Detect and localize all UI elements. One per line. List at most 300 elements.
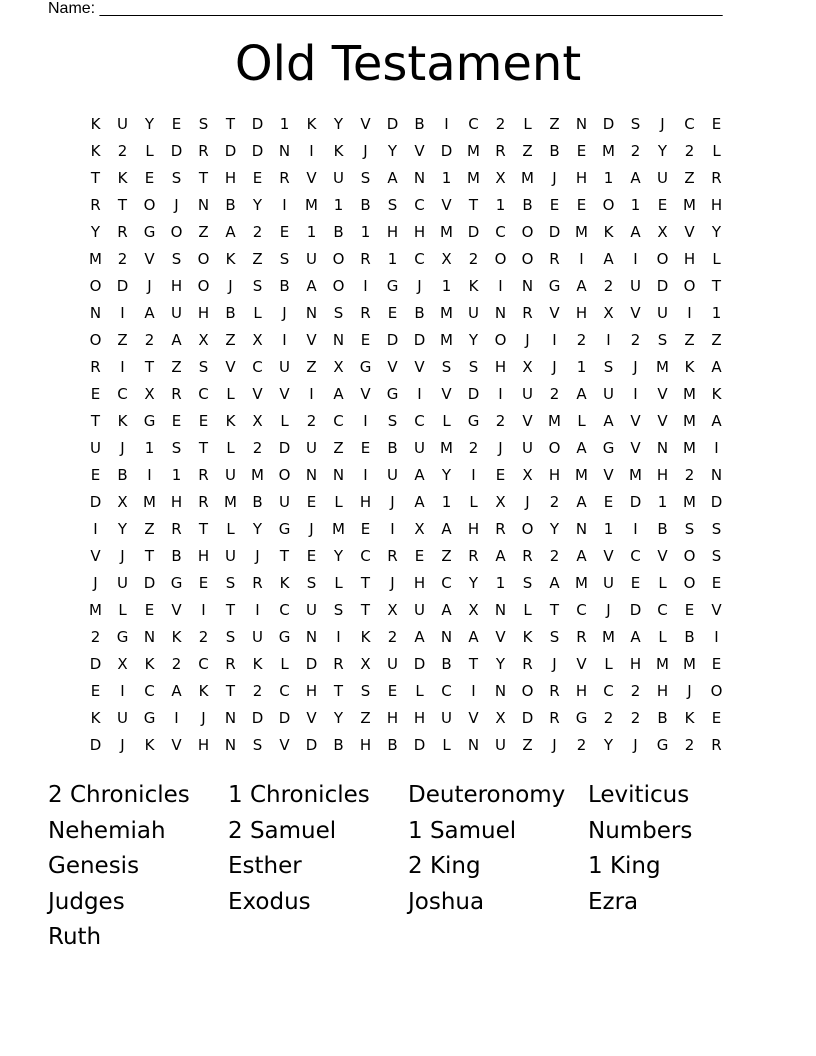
grid-letter: J: [120, 736, 125, 754]
word-list-item: Deuteronomy: [408, 782, 566, 808]
grid-letter: I: [120, 358, 125, 376]
word-list-item: Genesis: [48, 853, 140, 879]
grid-letter: X: [495, 709, 506, 727]
grid-letter: L: [334, 574, 343, 592]
grid-letter: U: [603, 574, 614, 592]
grid-letter: X: [414, 520, 425, 538]
grid-letter: Y: [333, 709, 344, 727]
grid-letter: B: [225, 304, 236, 322]
grid-letter: O: [197, 250, 210, 268]
grid-letter: A: [576, 439, 587, 457]
grid-letter: V: [441, 196, 452, 214]
grid-letter: O: [332, 277, 345, 295]
grid-letter: Y: [657, 142, 668, 160]
grid-letter: U: [495, 736, 506, 754]
grid-letter: U: [306, 601, 317, 619]
grid-letter: A: [468, 628, 479, 646]
grid-letter: Z: [684, 331, 695, 349]
grid-letter: D: [116, 277, 129, 295]
grid-letter: M: [440, 439, 453, 457]
word-list-item: 1 Samuel: [408, 817, 517, 844]
grid-letter: V: [495, 628, 506, 646]
grid-letter: Z: [333, 439, 344, 457]
grid-letter: M: [683, 196, 696, 214]
grid-letter: 2: [468, 250, 479, 268]
grid-letter: E: [603, 493, 614, 511]
grid-letter: Z: [684, 169, 695, 187]
grid-letter: D: [440, 142, 453, 160]
grid-letter: R: [171, 385, 182, 403]
grid-letter: Z: [522, 736, 533, 754]
grid-letter: E: [90, 682, 101, 700]
grid-letter: E: [306, 547, 317, 565]
grid-letter: B: [522, 196, 533, 214]
grid-letter: 2: [252, 223, 263, 241]
word-list-item: Ruth: [48, 924, 102, 950]
grid-letter: Z: [306, 358, 317, 376]
grid-letter: 2: [630, 682, 641, 700]
grid-letter: C: [441, 574, 452, 592]
grid-letter: V: [630, 439, 641, 457]
grid-letter: X: [333, 358, 344, 376]
grid-letter: H: [575, 169, 588, 187]
word-list-item: Numbers: [588, 817, 693, 844]
word-list-item: Exodus: [228, 888, 311, 915]
grid-letter: J: [525, 493, 530, 511]
grid-letter: M: [521, 169, 534, 187]
grid-letter: G: [170, 574, 183, 592]
grid-letter: 1: [306, 223, 317, 241]
grid-letter: K: [468, 277, 479, 295]
grid-letter: D: [413, 331, 426, 349]
grid-letter: I: [336, 628, 341, 646]
grid-letter: J: [552, 655, 557, 673]
grid-letter: 1: [441, 277, 452, 295]
grid-letter: A: [306, 277, 317, 295]
grid-letter: A: [144, 304, 155, 322]
grid-letter: S: [522, 574, 533, 592]
grid-letter: K: [144, 736, 155, 754]
grid-letter: 2: [198, 628, 209, 646]
grid-letter: V: [225, 358, 236, 376]
grid-letter: J: [201, 709, 206, 727]
grid-letter: G: [359, 358, 372, 376]
grid-letter: R: [576, 628, 587, 646]
grid-letter: I: [633, 385, 638, 403]
grid-letter: O: [197, 277, 210, 295]
grid-letter: X: [468, 601, 479, 619]
grid-letter: 2: [549, 493, 560, 511]
grid-letter: U: [225, 466, 236, 484]
grid-letter: E: [387, 682, 398, 700]
grid-letter: Y: [603, 736, 614, 754]
grid-letter: E: [306, 493, 317, 511]
grid-letter: D: [386, 331, 399, 349]
grid-letter: A: [576, 277, 587, 295]
grid-letter: N: [494, 601, 507, 619]
grid-letter: M: [575, 574, 588, 592]
grid-letter: Y: [144, 115, 155, 133]
grid-letter: C: [684, 115, 695, 133]
grid-letter: M: [602, 628, 615, 646]
grid-letter: E: [657, 196, 668, 214]
grid-letter: M: [656, 655, 669, 673]
grid-letter: 1: [144, 439, 155, 457]
grid-letter: J: [525, 331, 530, 349]
grid-letter: B: [252, 493, 263, 511]
grid-letter: E: [360, 439, 371, 457]
grid-letter: Y: [333, 115, 344, 133]
grid-letter: C: [414, 196, 425, 214]
grid-letter: U: [333, 169, 344, 187]
grid-letter: R: [522, 547, 533, 565]
grid-letter: D: [710, 493, 723, 511]
grid-letter: A: [576, 385, 587, 403]
grid-letter: R: [495, 142, 506, 160]
grid-letter: I: [579, 250, 584, 268]
grid-letter: R: [198, 493, 209, 511]
grid-letter: E: [711, 655, 722, 673]
grid-letter: Y: [468, 574, 479, 592]
grid-letter: T: [90, 412, 101, 430]
grid-letter: T: [549, 601, 560, 619]
grid-letter: Y: [468, 331, 479, 349]
grid-letter: L: [577, 412, 586, 430]
grid-letter: N: [278, 142, 291, 160]
grid-letter: T: [198, 439, 209, 457]
grid-letter: V: [306, 169, 317, 187]
grid-letter: H: [575, 304, 588, 322]
grid-letter: V: [252, 385, 263, 403]
grid-letter: H: [224, 169, 237, 187]
grid-letter: 1: [360, 223, 371, 241]
grid-letter: E: [711, 709, 722, 727]
grid-letter: D: [602, 115, 615, 133]
grid-letter: 2: [306, 412, 317, 430]
grid-letter: C: [252, 358, 263, 376]
grid-letter: H: [413, 709, 426, 727]
grid-letter: A: [333, 385, 344, 403]
grid-letter: H: [170, 277, 183, 295]
grid-letter: C: [630, 547, 641, 565]
grid-letter: C: [414, 250, 425, 268]
grid-letter: U: [387, 655, 398, 673]
grid-letter: R: [522, 304, 533, 322]
grid-letter: J: [282, 304, 287, 322]
grid-letter: V: [711, 601, 722, 619]
grid-letter: H: [305, 682, 318, 700]
grid-letter: V: [279, 385, 290, 403]
grid-letter: I: [606, 331, 611, 349]
grid-letter: E: [414, 547, 425, 565]
grid-letter: R: [468, 547, 479, 565]
grid-letter: G: [116, 628, 129, 646]
grid-letter: O: [521, 520, 534, 538]
grid-letter: H: [629, 655, 642, 673]
grid-letter: Z: [549, 115, 560, 133]
grid-letter: 2: [144, 331, 155, 349]
grid-letter: T: [225, 115, 236, 133]
grid-letter: 1: [576, 358, 587, 376]
grid-letter: S: [711, 547, 722, 565]
grid-letter: 2: [495, 412, 506, 430]
grid-letter: H: [359, 736, 372, 754]
grid-letter: H: [413, 574, 426, 592]
grid-letter: I: [417, 385, 422, 403]
grid-letter: M: [332, 520, 345, 538]
grid-letter: I: [498, 385, 503, 403]
grid-letter: Z: [522, 142, 533, 160]
word-list-item: 2 Samuel: [228, 817, 337, 844]
grid-letter: V: [171, 601, 182, 619]
grid-letter: D: [386, 115, 399, 133]
grid-letter: Y: [333, 547, 344, 565]
grid-letter: C: [468, 115, 479, 133]
grid-letter: K: [684, 358, 695, 376]
grid-letter: V: [684, 223, 695, 241]
grid-letter: R: [252, 574, 263, 592]
grid-letter: O: [494, 331, 507, 349]
name-field-label: Name: ______________________________________________________________________: [48, 0, 723, 17]
grid-letter: U: [522, 439, 533, 457]
grid-letter: L: [604, 655, 613, 673]
grid-letter: X: [657, 223, 668, 241]
grid-letter: Y: [252, 520, 263, 538]
grid-letter: A: [630, 169, 641, 187]
grid-letter: C: [657, 601, 668, 619]
grid-letter: C: [117, 385, 128, 403]
grid-letter: 1: [495, 574, 506, 592]
grid-letter: V: [549, 304, 560, 322]
grid-letter: L: [442, 412, 451, 430]
grid-letter: U: [252, 628, 263, 646]
grid-letter: D: [467, 385, 480, 403]
word-list-item: 1 Chronicles: [228, 782, 370, 808]
grid-letter: I: [363, 412, 368, 430]
grid-letter: Y: [495, 655, 506, 673]
grid-letter: J: [417, 277, 422, 295]
grid-letter: 2: [171, 655, 182, 673]
grid-letter: 1: [387, 250, 398, 268]
grid-letter: H: [575, 682, 588, 700]
grid-letter: B: [387, 736, 398, 754]
grid-letter: S: [360, 169, 371, 187]
grid-letter: N: [494, 682, 507, 700]
grid-letter: O: [521, 250, 534, 268]
grid-letter: E: [360, 331, 371, 349]
grid-letter: 1: [333, 196, 344, 214]
grid-letter: K: [90, 142, 101, 160]
grid-letter: E: [252, 169, 263, 187]
grid-letter: M: [467, 142, 480, 160]
grid-letter: D: [89, 736, 102, 754]
grid-letter: S: [360, 682, 371, 700]
grid-letter: A: [603, 250, 614, 268]
grid-letter: G: [548, 277, 561, 295]
grid-letter: U: [306, 439, 317, 457]
grid-letter: M: [440, 223, 453, 241]
grid-letter: 2: [576, 331, 587, 349]
word-list-item: Nehemiah: [48, 817, 166, 844]
grid-letter: R: [198, 466, 209, 484]
grid-letter: 2: [90, 628, 101, 646]
grid-letter: M: [89, 250, 102, 268]
grid-letter: H: [548, 466, 561, 484]
grid-letter: J: [93, 574, 98, 592]
grid-letter: G: [278, 628, 291, 646]
grid-letter: T: [144, 547, 155, 565]
grid-letter: R: [549, 250, 560, 268]
grid-letter: U: [117, 709, 128, 727]
grid-letter: M: [305, 196, 318, 214]
grid-letter: U: [657, 304, 668, 322]
grid-letter: S: [468, 358, 479, 376]
grid-letter: I: [471, 682, 476, 700]
grid-letter: 1: [711, 304, 722, 322]
grid-letter: K: [225, 412, 236, 430]
grid-letter: E: [711, 115, 722, 133]
grid-letter: U: [414, 601, 425, 619]
grid-letter: J: [147, 277, 152, 295]
grid-letter: N: [575, 520, 588, 538]
grid-letter: H: [494, 358, 507, 376]
grid-letter: R: [333, 655, 344, 673]
grid-letter: N: [224, 736, 237, 754]
grid-letter: D: [170, 142, 183, 160]
grid-letter: D: [251, 115, 264, 133]
grid-letter: E: [171, 115, 182, 133]
grid-letter: G: [143, 223, 156, 241]
grid-letter: O: [602, 196, 615, 214]
grid-letter: T: [711, 277, 722, 295]
grid-letter: L: [658, 574, 667, 592]
grid-letter: J: [174, 196, 179, 214]
grid-letter: E: [144, 601, 155, 619]
grid-letter: Z: [117, 331, 128, 349]
grid-letter: I: [120, 304, 125, 322]
grid-letter: S: [684, 520, 695, 538]
grid-letter: E: [279, 223, 290, 241]
grid-letter: R: [90, 358, 101, 376]
grid-letter: N: [224, 709, 237, 727]
grid-letter: S: [198, 358, 209, 376]
grid-letter: D: [305, 655, 318, 673]
grid-letter: C: [414, 412, 425, 430]
grid-letter: K: [225, 250, 236, 268]
grid-letter: H: [359, 493, 372, 511]
grid-letter: A: [414, 628, 425, 646]
grid-letter: 2: [576, 736, 587, 754]
grid-letter: J: [363, 142, 368, 160]
grid-letter: I: [93, 520, 98, 538]
grid-letter: O: [332, 250, 345, 268]
grid-letter: V: [306, 331, 317, 349]
grid-letter: B: [441, 655, 452, 673]
grid-letter: E: [387, 304, 398, 322]
grid-letter: U: [414, 439, 425, 457]
grid-letter: T: [468, 196, 479, 214]
grid-letter: M: [224, 493, 237, 511]
grid-letter: O: [143, 196, 156, 214]
grid-letter: L: [658, 628, 667, 646]
grid-letter: L: [442, 736, 451, 754]
grid-letter: 2: [117, 142, 128, 160]
grid-letter: N: [305, 466, 318, 484]
grid-letter: E: [684, 601, 695, 619]
grid-letter: N: [197, 196, 210, 214]
grid-letter: Y: [252, 196, 263, 214]
page-title: Old Testament: [234, 36, 582, 92]
grid-letter: X: [522, 358, 533, 376]
grid-letter: O: [548, 439, 561, 457]
grid-letter: S: [387, 412, 398, 430]
grid-letter: K: [90, 709, 101, 727]
grid-letter: L: [280, 655, 289, 673]
grid-letter: S: [333, 601, 344, 619]
grid-letter: Z: [441, 547, 452, 565]
grid-letter: R: [711, 169, 722, 187]
grid-letter: K: [117, 169, 128, 187]
grid-letter: B: [414, 304, 425, 322]
grid-letter: R: [549, 709, 560, 727]
grid-letter: S: [171, 439, 182, 457]
grid-letter: 1: [495, 196, 506, 214]
grid-letter: J: [606, 601, 611, 619]
grid-letter: X: [117, 655, 128, 673]
grid-letter: X: [522, 466, 533, 484]
grid-letter: J: [120, 439, 125, 457]
grid-letter: T: [360, 601, 371, 619]
grid-letter: S: [603, 358, 614, 376]
grid-letter: I: [552, 331, 557, 349]
grid-letter: Y: [90, 223, 101, 241]
grid-letter: H: [467, 520, 480, 538]
grid-letter: X: [252, 331, 263, 349]
grid-letter: U: [117, 115, 128, 133]
word-list-item: 2 Chronicles: [48, 782, 190, 808]
grid-letter: K: [711, 385, 722, 403]
grid-letter: O: [494, 250, 507, 268]
grid-letter: D: [251, 709, 264, 727]
grid-letter: G: [143, 412, 156, 430]
grid-letter: I: [687, 304, 692, 322]
grid-letter: S: [198, 115, 209, 133]
grid-letter: R: [360, 250, 371, 268]
grid-letter: I: [255, 601, 260, 619]
grid-letter: J: [390, 574, 395, 592]
grid-letter: E: [576, 196, 587, 214]
grid-letter: V: [657, 547, 668, 565]
grid-letter: L: [712, 250, 721, 268]
grid-letter: J: [498, 439, 503, 457]
grid-letter: 2: [603, 277, 614, 295]
grid-letter: S: [549, 628, 560, 646]
grid-letter: D: [656, 277, 669, 295]
grid-letter: I: [363, 277, 368, 295]
grid-letter: H: [386, 223, 399, 241]
grid-letter: A: [549, 574, 560, 592]
grid-letter: M: [683, 493, 696, 511]
grid-letter: H: [197, 736, 210, 754]
grid-letter: X: [495, 493, 506, 511]
grid-letter: V: [90, 547, 101, 565]
grid-letter: C: [198, 385, 209, 403]
grid-letter: V: [414, 358, 425, 376]
grid-letter: M: [548, 412, 561, 430]
grid-letter: N: [413, 169, 426, 187]
grid-letter: A: [171, 331, 182, 349]
grid-letter: M: [251, 466, 264, 484]
